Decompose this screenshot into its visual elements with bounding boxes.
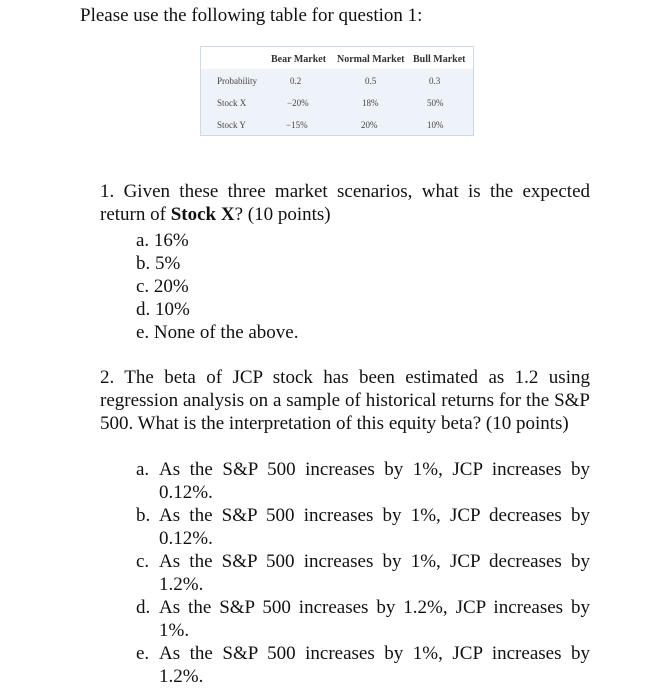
question-2-option-b[interactable] [136, 504, 590, 550]
question-2-body: The beta of JCP stock has been estimated as 1.2 using regression analysis on a sample of historical returns for the S&P 500. What is the interpretation of this equity beta? (10 points) [100, 367, 590, 434]
question-2-options [136, 458, 590, 688]
cell-probability-bull: 0.3 [429, 76, 441, 86]
question-1-option-e[interactable]: e. None of the above. [136, 322, 299, 343]
option-text: As the S&P 500 increases by 1%, JCP decreases by 0.12%. [159, 505, 590, 549]
question-1-option-a[interactable]: a. 16% [136, 230, 189, 251]
question-1-bold-term: Stock X [170, 204, 235, 225]
cell-stock-y-bull: 10% [427, 120, 444, 130]
row-label-probability: Probability [217, 76, 257, 86]
table-body [201, 69, 473, 135]
option-text: As the S&P 500 increases by 1.2%, JCP increases by 1%. [159, 597, 590, 641]
header-bull-market: Bull Market [413, 54, 466, 65]
header-normal-market: Normal Market [337, 54, 405, 65]
row-label-stock-y: Stock Y [217, 120, 246, 130]
question-1-text-after: ? (10 points) [234, 204, 331, 225]
cell-stock-y-normal: 20% [361, 120, 378, 130]
cell-stock-x-bull: 50% [427, 98, 444, 108]
header-bear-market: Bear Market [271, 54, 327, 65]
table-header-row [201, 47, 473, 69]
question-2-number: 2. [100, 367, 115, 388]
option-text: As the S&P 500 increases by 1%, JCP decreases by 1.2%. [159, 551, 590, 595]
scenario-table [200, 46, 474, 136]
cell-stock-x-normal: 18% [362, 98, 379, 108]
option-letter: c. [136, 551, 150, 572]
option-letter: e. [136, 643, 150, 664]
row-label-stock-x: Stock X [217, 98, 247, 108]
option-letter: a. [136, 459, 150, 480]
cell-probability-normal: 0.5 [365, 76, 377, 86]
cell-stock-y-bear: −15% [286, 120, 308, 130]
question-2-option-c[interactable] [136, 550, 590, 596]
question-1-options [136, 229, 299, 344]
cell-stock-x-bear: −20% [287, 98, 309, 108]
question-2-option-e[interactable] [136, 642, 590, 688]
question-1-text [100, 180, 590, 226]
question-1-text-before: Given these three market scenarios, what is the expected return of [100, 181, 591, 225]
question-1-number: 1. [100, 181, 115, 202]
cell-probability-bear: 0.2 [290, 76, 302, 86]
question-2 [100, 366, 590, 435]
question-1-option-c[interactable]: c. 20% [136, 276, 189, 297]
option-text: As the S&P 500 increases by 1%, JCP increases by 1.2%. [159, 643, 590, 687]
intro-text: Please use the following table for question 1: [80, 5, 423, 26]
question-2-option-a[interactable] [136, 458, 590, 504]
option-letter: d. [136, 597, 151, 618]
option-letter: b. [136, 505, 151, 526]
question-1 [100, 180, 590, 226]
question-1-option-b[interactable]: b. 5% [136, 253, 181, 274]
question-2-text [100, 366, 590, 435]
question-2-option-d[interactable] [136, 596, 590, 642]
option-text: As the S&P 500 increases by 1%, JCP increases by 0.12%. [159, 459, 590, 503]
question-1-option-d[interactable]: d. 10% [136, 299, 190, 320]
